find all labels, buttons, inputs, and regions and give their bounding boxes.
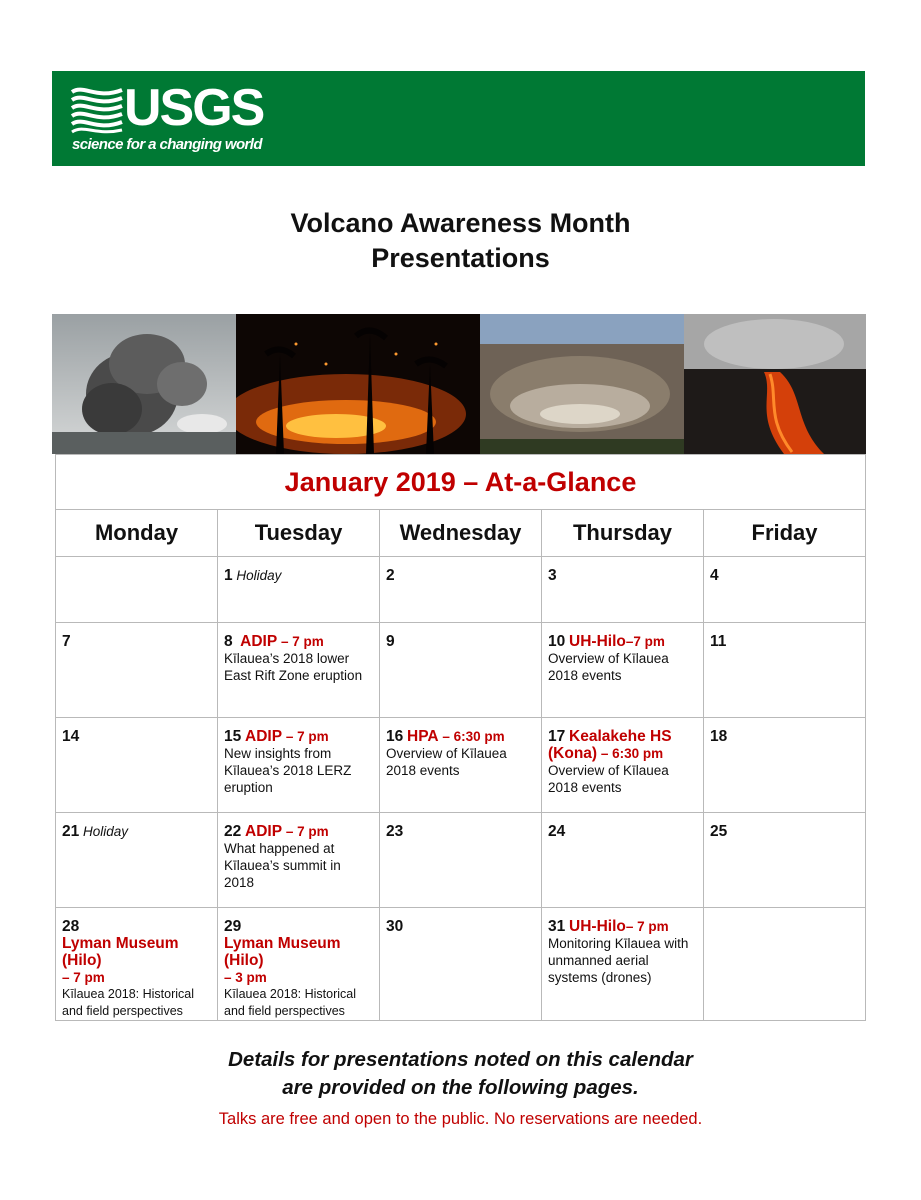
event-venue: ADIP: [240, 633, 278, 650]
day-cell: [218, 623, 380, 718]
day-cell: [56, 623, 218, 718]
day-cell-empty: [56, 557, 218, 623]
day-cell: [704, 718, 866, 813]
footer-details-line1: Details for presentations noted on this calendar: [228, 1048, 693, 1071]
day-cell: [704, 623, 866, 718]
day-number: 24: [548, 823, 566, 840]
holiday-label: Holiday: [236, 568, 282, 583]
photo-strip: [52, 314, 866, 454]
event-time: – 3 pm: [224, 970, 267, 985]
day-number: 8: [224, 633, 233, 650]
calendar-heading: January 2019 – At-a-Glance: [284, 467, 637, 497]
event-venue: Kealakehe HS (Kona): [548, 728, 672, 762]
event-time: –7 pm: [625, 634, 665, 649]
day-cell: [380, 718, 542, 813]
day-number: 29: [224, 918, 242, 935]
day-cell: [704, 557, 866, 623]
page-title: Volcano Awareness Month: [290, 208, 631, 238]
day-number: 30: [386, 918, 404, 935]
event-description: What happened at Kīlauea’s summit in 2018: [224, 841, 341, 890]
day-cell: [380, 813, 542, 908]
lava-fountain-forest-photo: [236, 314, 480, 454]
day-cell: [542, 557, 704, 623]
event-time: – 6:30 pm: [600, 746, 664, 761]
day-header: Monday: [56, 510, 218, 557]
day-number: 25: [710, 823, 728, 840]
day-header: Wednesday: [380, 510, 542, 557]
day-number: 16: [386, 728, 404, 745]
day-number: 9: [386, 633, 395, 650]
usgs-logo: [70, 79, 270, 156]
day-cell: [542, 908, 704, 1021]
event-description: Kīlauea 2018: Historical and field perspectives: [62, 987, 195, 1018]
day-cell: [218, 813, 380, 908]
event-venue: ADIP: [245, 728, 283, 745]
event-description: Overview of Kīlauea 2018 events: [548, 763, 669, 795]
day-cell: [56, 718, 218, 813]
event-venue: UH-Hilo: [569, 918, 626, 935]
event-venue: ADIP: [245, 823, 283, 840]
day-cell: [56, 813, 218, 908]
public-note: Talks are free and open to the public. No reservations are needed.: [218, 1110, 703, 1128]
day-cell: [380, 623, 542, 718]
event-description: Overview of Kīlauea 2018 events: [548, 651, 669, 683]
event-description: Overview of Kīlauea 2018 events: [386, 746, 507, 778]
event-time: – 7 pm: [62, 970, 105, 985]
day-number: 15: [224, 728, 242, 745]
day-number: 14: [62, 728, 80, 745]
day-cell: [380, 908, 542, 1021]
day-cell: [542, 718, 704, 813]
day-number: 31: [548, 918, 566, 935]
day-number: 23: [386, 823, 404, 840]
footer-details-line2: are provided on the following pages.: [282, 1076, 639, 1099]
day-cell: [380, 557, 542, 623]
day-cell: [542, 813, 704, 908]
day-header: Friday: [704, 510, 866, 557]
event-description: Kīlauea 2018: Historical and field perspectives: [224, 987, 357, 1018]
day-number: 7: [62, 633, 71, 650]
usgs-wave-icon: [70, 84, 124, 136]
day-number: 11: [710, 633, 727, 650]
day-cell: [56, 908, 218, 1021]
day-cell: [218, 557, 380, 623]
calendar-table: [55, 454, 866, 1021]
day-cell-empty: [704, 908, 866, 1021]
day-number: 4: [710, 567, 719, 584]
event-time: – 7 pm: [285, 729, 329, 744]
event-time: – 7 pm: [280, 634, 324, 649]
day-number: 22: [224, 823, 242, 840]
event-description: New insights from Kīlauea’s 2018 LERZ eruption: [224, 746, 352, 795]
day-number: 17: [548, 728, 566, 745]
day-number: 28: [62, 918, 80, 935]
event-venue: Lyman Museum (Hilo): [224, 935, 341, 969]
day-number: 3: [548, 567, 557, 584]
day-cell: [704, 813, 866, 908]
event-time: – 7 pm: [625, 919, 669, 934]
day-cell: [218, 908, 380, 1021]
day-number: 18: [710, 728, 728, 745]
day-number: 1: [224, 567, 233, 584]
page-subtitle: Presentations: [371, 243, 550, 273]
day-number: 2: [386, 567, 395, 584]
usgs-wordmark: USGS: [124, 79, 264, 137]
calendar-heading-cell: [56, 455, 866, 510]
lava-flow-photo: [684, 314, 866, 454]
event-time: – 7 pm: [285, 824, 329, 839]
day-header: Thursday: [542, 510, 704, 557]
day-cell: [218, 718, 380, 813]
event-venue: UH-Hilo: [569, 633, 626, 650]
crater-collapse-photo: [480, 314, 684, 454]
event-time: – 6:30 pm: [442, 729, 505, 744]
event-venue: HPA: [407, 728, 439, 745]
event-description: Kīlauea’s 2018 lower East Rift Zone eruption: [224, 651, 363, 683]
event-venue: Lyman Museum (Hilo): [62, 935, 179, 969]
day-number: 21: [62, 823, 80, 840]
day-header: Tuesday: [218, 510, 380, 557]
day-cell: [542, 623, 704, 718]
holiday-label: Holiday: [83, 824, 129, 839]
day-number: 10: [548, 633, 566, 650]
usgs-tagline: science for a changing world: [72, 136, 262, 153]
event-description: Monitoring Kīlauea with unmanned aerial systems (drones): [548, 936, 689, 985]
ash-plume-photo: [52, 314, 236, 454]
